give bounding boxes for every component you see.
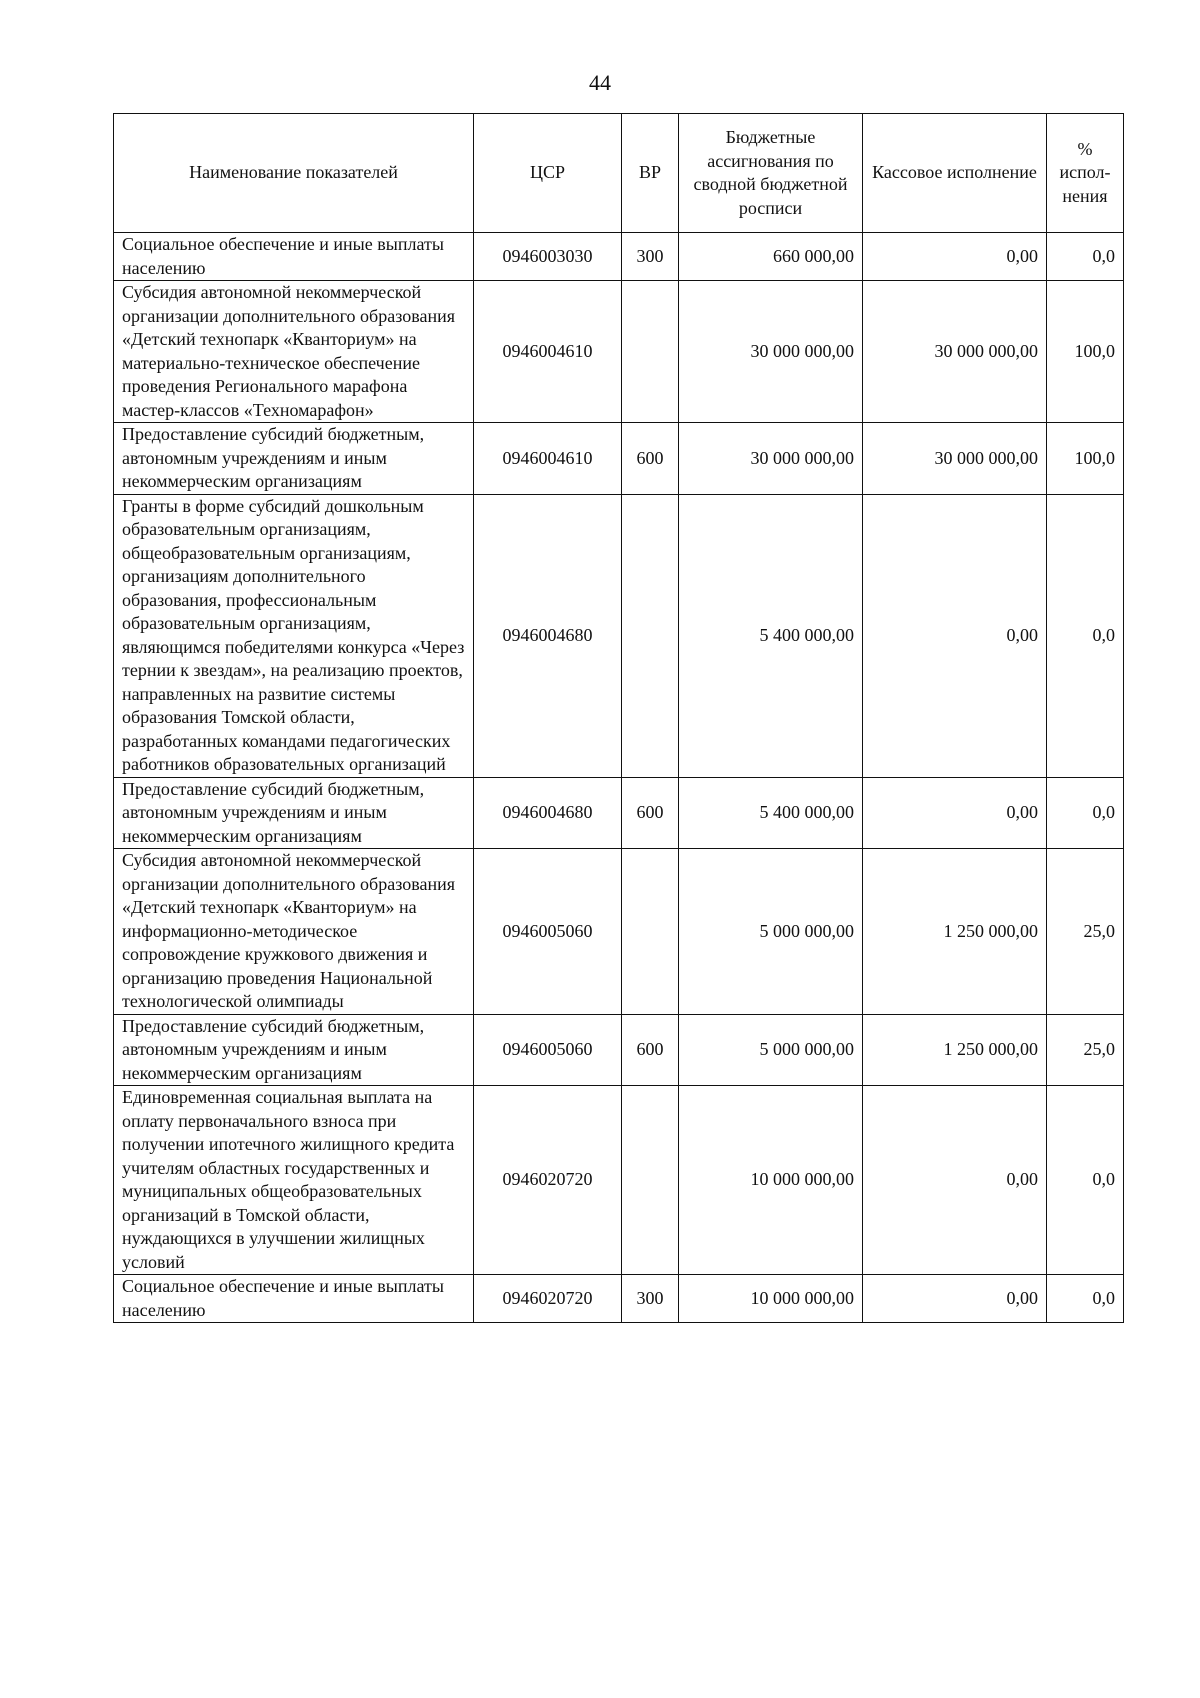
- row-vr: 300: [622, 1275, 679, 1323]
- row-percent: 0,0: [1047, 777, 1124, 849]
- row-csr: 0946003030: [474, 233, 622, 281]
- row-csr: 0946004610: [474, 281, 622, 423]
- header-name: Наименование показателей: [114, 114, 474, 233]
- header-vr: ВР: [622, 114, 679, 233]
- row-csr: 0946005060: [474, 849, 622, 1015]
- row-vr: [622, 849, 679, 1015]
- row-cash: 1 250 000,00: [863, 1014, 1047, 1086]
- row-csr: 0946005060: [474, 1014, 622, 1086]
- row-budget: 5 400 000,00: [679, 777, 863, 849]
- row-percent: 25,0: [1047, 849, 1124, 1015]
- row-name: Субсидия автономной некоммерческой организации дополнительного образования «Детский технопарк «Кванториум» на материально-техническое обеспечение проведения Регионального марафона мастер-классов «Техномарафон»: [114, 281, 474, 423]
- row-csr: 0946004680: [474, 494, 622, 777]
- row-csr: 0946020720: [474, 1086, 622, 1275]
- row-percent: 100,0: [1047, 423, 1124, 495]
- table-row: [114, 233, 1124, 281]
- row-name: Единовременная социальная выплата на оплату первоначального взноса при получении ипотечного жилищного кредита учителям областных государственных и муниципальных общеобразовательных организаций в Томской области, нуждающихся в улучшении жилищных условий: [114, 1086, 474, 1275]
- row-budget: 660 000,00: [679, 233, 863, 281]
- table-row: [114, 1086, 1124, 1275]
- row-vr: 600: [622, 423, 679, 495]
- row-percent: 0,0: [1047, 494, 1124, 777]
- table-row: [114, 849, 1124, 1015]
- row-csr: 0946004610: [474, 423, 622, 495]
- row-csr: 0946020720: [474, 1275, 622, 1323]
- table-header-row: [114, 114, 1124, 233]
- header-percent: % испол-нения: [1047, 114, 1124, 233]
- budget-execution-table: [113, 113, 1124, 1323]
- row-percent: 0,0: [1047, 233, 1124, 281]
- table-row: [114, 494, 1124, 777]
- row-vr: [622, 281, 679, 423]
- row-name: Гранты в форме субсидий дошкольным образовательным организациям, общеобразовательным организациям, организациям дополнительного образования, профессиональным образовательным организациям, являющимся победителями конкурса «Через тернии к звездам», на реализацию проектов, направленных на развитие системы образования Томской области, разработанных командами педагогических работников образовательных организаций: [114, 494, 474, 777]
- row-budget: 5 000 000,00: [679, 1014, 863, 1086]
- row-cash: 0,00: [863, 233, 1047, 281]
- row-budget: 5 000 000,00: [679, 849, 863, 1015]
- row-vr: [622, 1086, 679, 1275]
- header-budget: Бюджетные ассигнования по сводной бюджетной росписи: [679, 114, 863, 233]
- row-budget: 30 000 000,00: [679, 281, 863, 423]
- row-percent: 25,0: [1047, 1014, 1124, 1086]
- row-budget: 5 400 000,00: [679, 494, 863, 777]
- row-name: Предоставление субсидий бюджетным, автономным учреждениям и иным некоммерческим организациям: [114, 423, 474, 495]
- row-name: Субсидия автономной некоммерческой организации дополнительного образования «Детский технопарк «Кванториум» на информационно-методическое сопровождение кружкового движения и организацию проведения Национальной технологической олимпиады: [114, 849, 474, 1015]
- row-vr: 300: [622, 233, 679, 281]
- table-row: [114, 423, 1124, 495]
- header-cash: Кассовое исполнение: [863, 114, 1047, 233]
- row-cash: 0,00: [863, 777, 1047, 849]
- row-name: Социальное обеспечение и иные выплаты населению: [114, 233, 474, 281]
- row-percent: 100,0: [1047, 281, 1124, 423]
- row-name: Предоставление субсидий бюджетным, автономным учреждениям и иным некоммерческим организациям: [114, 1014, 474, 1086]
- row-name: Социальное обеспечение и иные выплаты населению: [114, 1275, 474, 1323]
- page-number: 44: [589, 70, 611, 95]
- table-row: [114, 1014, 1124, 1086]
- row-vr: [622, 494, 679, 777]
- row-budget: 10 000 000,00: [679, 1086, 863, 1275]
- table-row: [114, 777, 1124, 849]
- row-cash: 0,00: [863, 494, 1047, 777]
- row-name: Предоставление субсидий бюджетным, автономным учреждениям и иным некоммерческим организациям: [114, 777, 474, 849]
- table-row: [114, 281, 1124, 423]
- row-budget: 30 000 000,00: [679, 423, 863, 495]
- row-percent: 0,0: [1047, 1275, 1124, 1323]
- table-row: [114, 1275, 1124, 1323]
- row-cash: 30 000 000,00: [863, 281, 1047, 423]
- row-percent: 0,0: [1047, 1086, 1124, 1275]
- row-budget: 10 000 000,00: [679, 1275, 863, 1323]
- row-csr: 0946004680: [474, 777, 622, 849]
- header-csr: ЦСР: [474, 114, 622, 233]
- row-cash: 0,00: [863, 1275, 1047, 1323]
- row-cash: 30 000 000,00: [863, 423, 1047, 495]
- row-vr: 600: [622, 1014, 679, 1086]
- row-cash: 1 250 000,00: [863, 849, 1047, 1015]
- row-vr: 600: [622, 777, 679, 849]
- row-cash: 0,00: [863, 1086, 1047, 1275]
